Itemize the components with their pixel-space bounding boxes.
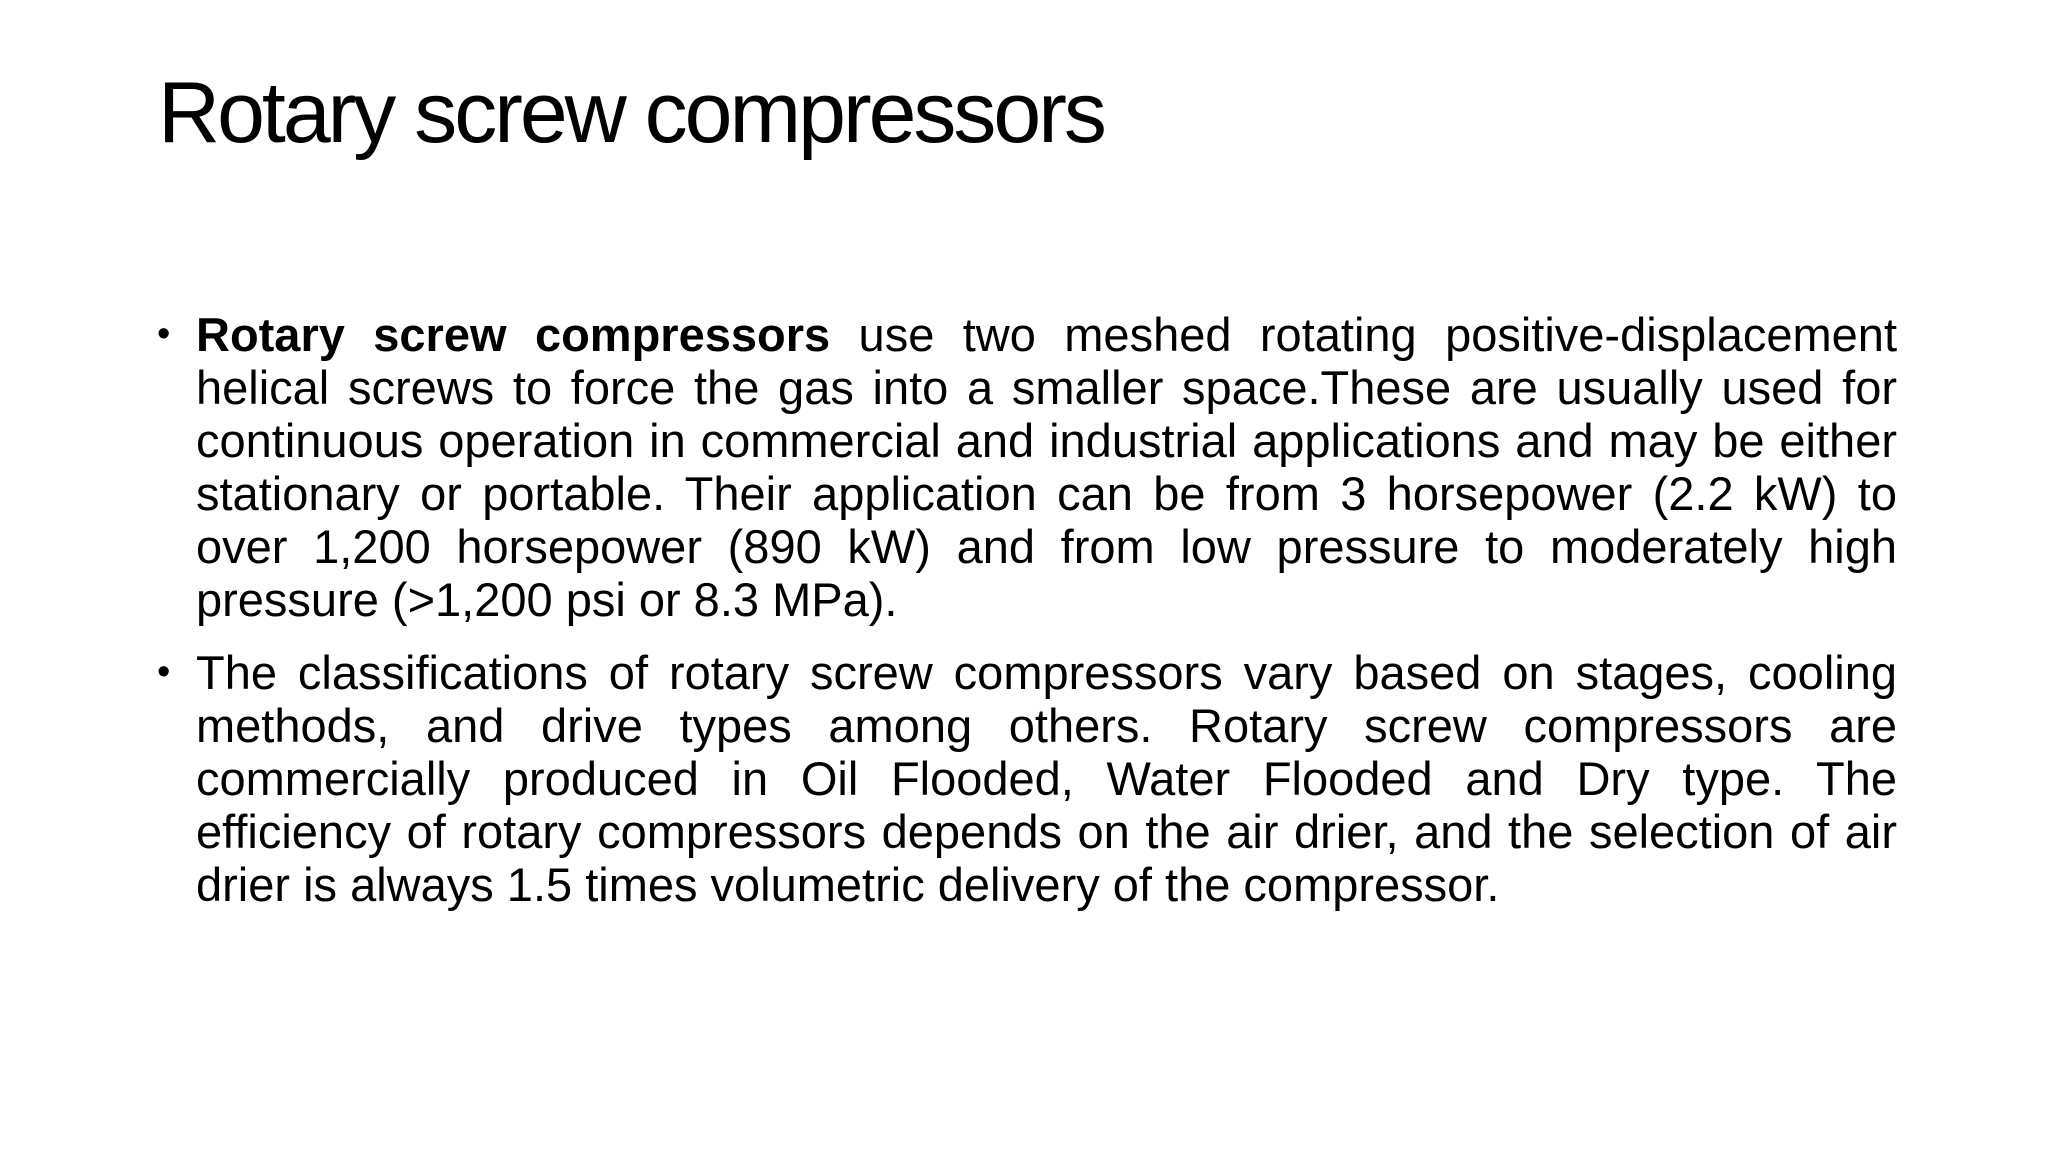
bullet-bold-lead: Rotary screw compressors <box>196 308 831 361</box>
bullet-item <box>157 308 1897 626</box>
bullet-text: use two meshed rotating positive-displacement helical screws to force the gas into a smaller space.These are usually used for continuous operation in commercial and industrial applications and may be either stationary or portable. Their application can be from 3 horsepower (2.2 kW) to over 1,200 horsepower (890 kW) and from low pressure to moderately high pressure (>1,200 psi or 8.3 MPa). <box>196 308 1898 626</box>
bullet-item <box>157 646 1897 911</box>
bullet-marker: • <box>157 651 171 693</box>
slide-title: Rotary screw compressors <box>158 65 1104 161</box>
bullet-marker: • <box>157 313 171 355</box>
bullet-list <box>157 308 1897 931</box>
bullet-text: The classifications of rotary screw compressors vary based on stages, cooling methods, and drive types among others. Rotary screw compressors are commercially produced in Oil Flooded, Water Flooded and Dry type. The efficiency of rotary compressors depends on the air drier, and the selection of air drier is always 1.5 times volumetric delivery of the compressor. <box>196 646 1897 911</box>
